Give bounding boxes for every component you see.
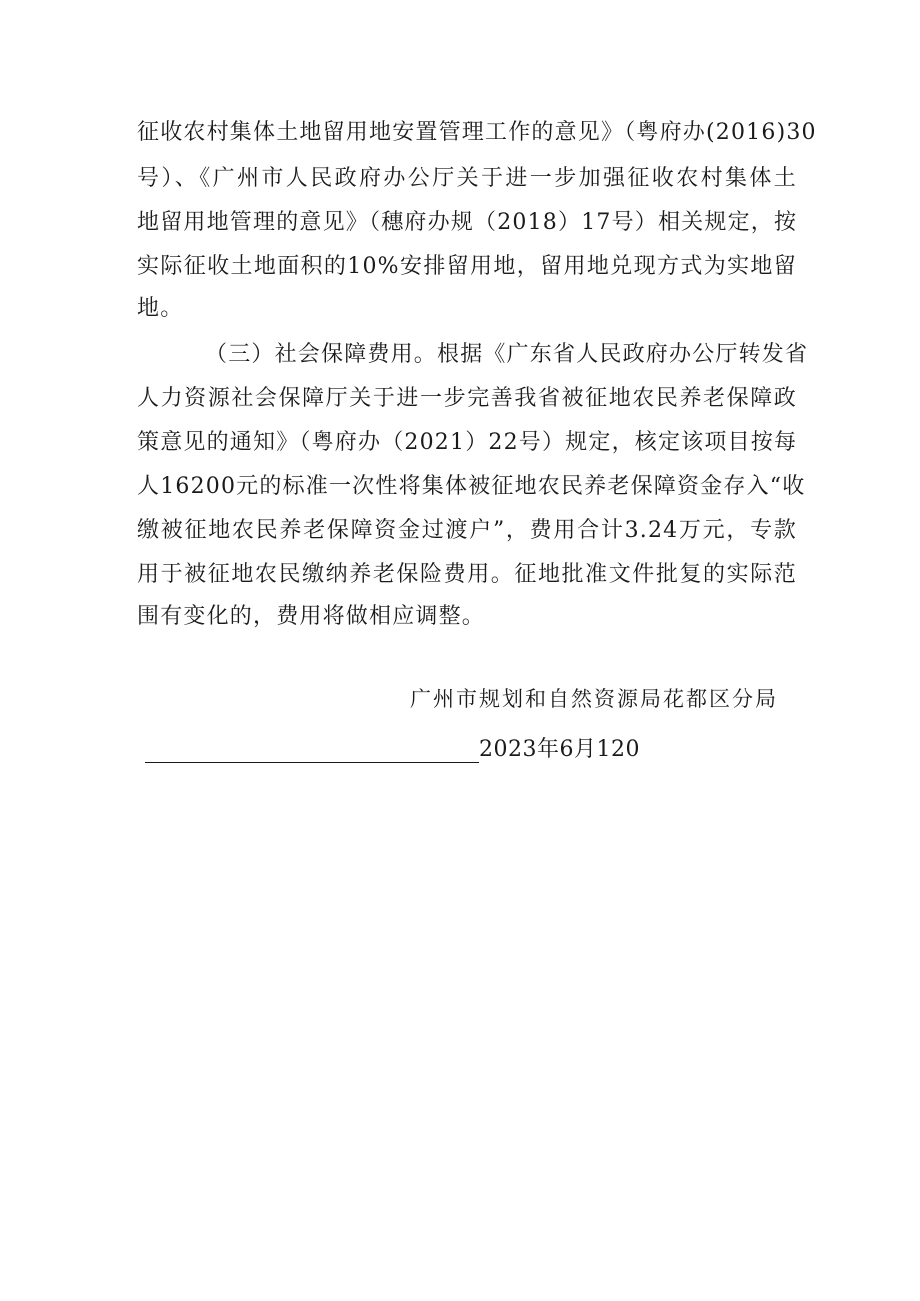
signature-blank-line <box>145 738 479 763</box>
signature-date-row <box>145 735 640 763</box>
body-line-8: 策意见的通知》（粤府办（2021）22号）规定，核定该项目按每 <box>137 430 798 455</box>
body-line-11: 用于被征地农民缴纳养老保险费用。征地批准文件批复的实际范 <box>137 562 797 587</box>
body-line-10: 缴被征地农民养老保障资金过渡户”，费用合计3.24万元，专款 <box>137 518 797 543</box>
body-line-12: 围有变化的，费用将做相应调整。 <box>137 604 486 629</box>
body-line-4: 实际征收土地面积的10%安排留用地，留用地兑现方式为实地留 <box>137 254 797 279</box>
body-line-3: 地留用地管理的意见》（穗府办规（2018）17号）相关规定，按 <box>137 210 798 235</box>
signature-organization: 广州市规划和自然资源局花都区分局 <box>410 687 778 711</box>
body-line-7: 人力资源社会保障厅关于进一步完善我省被征地农民养老保障政 <box>137 386 797 411</box>
signature-date: 2023年6月120 <box>479 737 640 762</box>
body-line-1: 征收农村集体土地留用地安置管理工作的意见》（粤府办(2016)30 <box>137 120 817 145</box>
body-line-6: （三）社会保障费用。根据《广东省人民政府办公厅转发省 <box>205 342 809 367</box>
body-line-5: 地。 <box>137 296 184 321</box>
body-line-2: 号）、《广州市人民政府办公厅关于进一步加强征收农村集体土 <box>137 166 797 191</box>
body-line-9: 人16200元的标准一次性将集体被征地农民养老保障资金存入“收 <box>137 474 806 499</box>
